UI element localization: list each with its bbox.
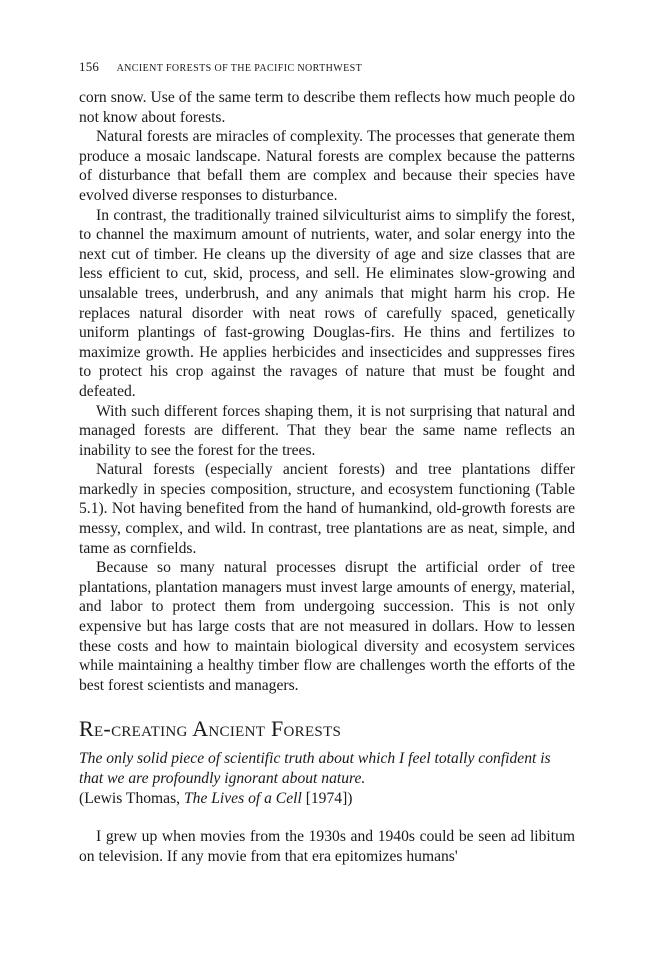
section-heading: Re-creating Ancient Forests — [79, 716, 342, 742]
running-head — [79, 58, 575, 78]
paragraph: I grew up when movies from the 1930s and 1940s could be seen ad libitum on television. If any movie from that era epitomizes humans' — [79, 828, 575, 865]
paragraph: Natural forests (especially ancient forests) and tree plantations differ markedly in species composition, structure, and ecosystem functioning (Table 5.1). Not having benefited from the hand of humankind, old-growth forests are messy, complex, and wild. In contrast, tree plantations are as neat, simple, and tame as cornfields. — [79, 461, 575, 557]
paragraph: With such different forces shaping them, it is not surprising that natural and managed forests are different. That they bear the same name reflects an inability to see the forest for the trees. — [79, 402, 575, 459]
paragraph: Natural forests are miracles of complexity. The processes that generate them produce a mosaic landscape. Natural forests are complex because the patterns of disturbance that befall them are complex and because their species have evolved diverse responses to disturbance. — [79, 128, 575, 204]
epigraph-attribution — [79, 789, 575, 809]
paragraph: Because so many natural processes disrupt the artificial order of tree plantations, plantation managers must invest large amounts of energy, material, and labor to protect them from undergoing succession. This is not only expensive but has large costs that are not measured in dollars. How to lessen these costs and how to maintain biological diversity and ecosystem services while maintaining a healthy timber flow are challenges worth the efforts of the best forest scientists and managers. — [79, 559, 575, 694]
epigraph — [79, 749, 575, 808]
epigraph-quote: The only solid piece of scientific truth about which I feel totally confident is that we are profoundly ignorant about nature. — [79, 750, 551, 787]
paragraph: In contrast, the traditionally trained silviculturist aims to simplify the forest, to channel the maximum amount of nutrients, water, and solar energy into the next cut of timber. He cleans up the diversity of age and size classes that are less efficient to cut, skid, process, and sell. He eliminates slow-growing and unsalable trees, underbrush, and any animals that might harm his crop. He replaces natural disorder with neat rows of carefully spaced, genetically uniform plantings of fast-growing Douglas-firs. He thins and fertilizes to maximize growth. He applies herbicides and insecticides and suppresses fires to protect his crop against the ravages of nature that must be fought and defeated. — [79, 206, 575, 400]
paragraph: corn snow. Use of the same term to describe them reflects how much people do not know about forests. — [79, 89, 575, 126]
page-number: 156 — [79, 59, 100, 74]
attribution-work: The Lives of a Cell — [183, 789, 302, 807]
attribution-author: (Lewis Thomas, — [79, 789, 184, 807]
book-page — [79, 58, 575, 866]
body-text — [79, 88, 575, 695]
running-head-title: ANCIENT FORESTS OF THE PACIFIC NORTHWEST — [116, 63, 363, 74]
section-body — [79, 827, 575, 866]
attribution-year: [1974]) — [301, 789, 353, 807]
